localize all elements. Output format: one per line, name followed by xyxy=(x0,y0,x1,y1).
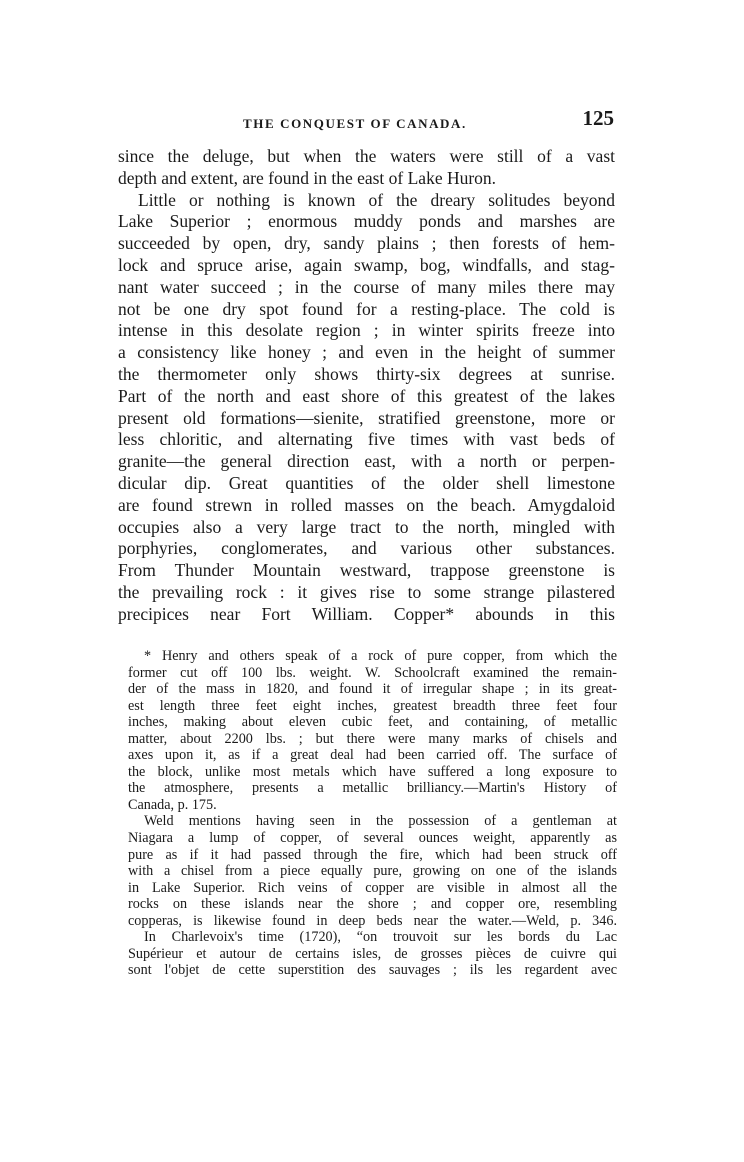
text-line: nant water succeed ; in the course of many miles there may xyxy=(118,276,615,297)
footnote-line: matter, about 2200 lbs. ; but there were many marks of chisels and xyxy=(128,730,617,747)
footnote-line: der of the mass in 1820, and found it of irregular shape ; in its great- xyxy=(128,681,617,698)
footnote-line: sont l'objet de cette superstition des sauvages ; ils les regardent avec xyxy=(128,962,617,979)
text-line: succeeded by open, dry, sandy plains ; then forests of hem- xyxy=(118,233,615,254)
footnotes xyxy=(128,648,617,979)
text-line: precipices near Fort William. Copper* abounds in this xyxy=(118,603,615,624)
footnote-weld xyxy=(128,813,617,929)
text-line: since the deluge, but when the waters were still of a vast xyxy=(118,146,615,166)
main-text xyxy=(118,146,615,626)
text-line: From Thunder Mountain westward, trappose greenstone is xyxy=(118,560,615,581)
text-line: the prevailing rock : it gives rise to some strange pilastered xyxy=(118,581,615,602)
footnote-line: Weld mentions having seen in the possession of a gentleman at xyxy=(144,813,617,830)
footnote-charlevoix xyxy=(128,929,617,979)
footnote-line: the block, unlike most metals which have suffered a long exposure to xyxy=(128,763,617,780)
footnote-line: Niagara a lump of copper, of several ounces weight, apparently as xyxy=(128,830,617,847)
text-line: intense in this desolate region ; in winter spirits freeze into xyxy=(118,320,615,341)
text-line: Lake Superior ; enormous muddy ponds and marshes are xyxy=(118,211,615,232)
footnote-line: In Charlevoix's time (1720), “on trouvoit sur les bords du Lac xyxy=(144,929,617,946)
running-header xyxy=(118,106,616,136)
footnote-line: the atmosphere, presents a metallic brilliancy.—Martin's History of xyxy=(128,780,617,797)
footnote-henry xyxy=(128,648,617,813)
text-line: lock and spruce arise, again swamp, bog, windfalls, and stag- xyxy=(118,254,615,275)
footnote-line: with a chisel from a piece equally pure, growing on one of the islands xyxy=(128,863,617,880)
text-line: porphyries, conglomerates, and various other substances. xyxy=(118,538,615,559)
footnote-line: Supérieur et autour de certains isles, de grosses pièces de cuivre qui xyxy=(128,945,617,962)
text-line: not be one dry spot found for a resting-place. The cold is xyxy=(118,298,615,319)
footnote-line: est length three feet eight inches, greatest breadth three feet four xyxy=(128,697,617,714)
footnote-line: * Henry and others speak of a rock of pure copper, from which the xyxy=(144,648,617,664)
footnote-line: in Lake Superior. Rich veins of copper are visible in almost all the xyxy=(128,879,617,896)
text-line: the thermometer only shows thirty-six degrees at sunrise. xyxy=(118,363,615,384)
footnote-line: inches, making about eleven cubic feet, and containing, of metallic xyxy=(128,714,617,731)
text-line: occupies also a very large tract to the north, mingled with xyxy=(118,516,615,537)
text-line: present old formations—sienite, stratified greenstone, more or xyxy=(118,407,615,428)
footnote-line: pure as if it had passed through the fire, which had been struck off xyxy=(128,846,617,863)
footnote-line: rocks on these islands near the shore ; and copper ore, resembling xyxy=(128,896,617,913)
footnote-line: Canada, p. 175. xyxy=(128,796,217,813)
text-line: are found strewn in rolled masses on the beach. Amygdaloid xyxy=(118,494,615,515)
text-line: less chloritic, and alternating five times with vast beds of xyxy=(118,429,615,450)
footnote-line: copperas, is likewise found in deep beds near the water.—Weld, p. 346. xyxy=(128,912,617,929)
text-line: granite—the general direction east, with a north or perpen- xyxy=(118,451,615,472)
footnote-line: axes upon it, as if a great deal had been carried off. The surface of xyxy=(128,747,617,764)
running-title: THE CONQUEST OF CANADA. xyxy=(243,116,467,131)
text-line: a consistency like honey ; and even in the height of summer xyxy=(118,342,615,363)
text-line: dicular dip. Great quantities of the older shell limestone xyxy=(118,472,615,493)
text-line: depth and extent, are found in the east of Lake Huron. xyxy=(118,167,497,188)
page-number: 125 xyxy=(582,106,614,130)
footnote-line: former cut off 100 lbs. weight. W. Schoolcraft examined the remain- xyxy=(128,664,617,681)
text-line: Part of the north and east shore of this greatest of the lakes xyxy=(118,385,615,406)
text-line: Little or nothing is known of the dreary solitudes beyond xyxy=(138,189,615,210)
